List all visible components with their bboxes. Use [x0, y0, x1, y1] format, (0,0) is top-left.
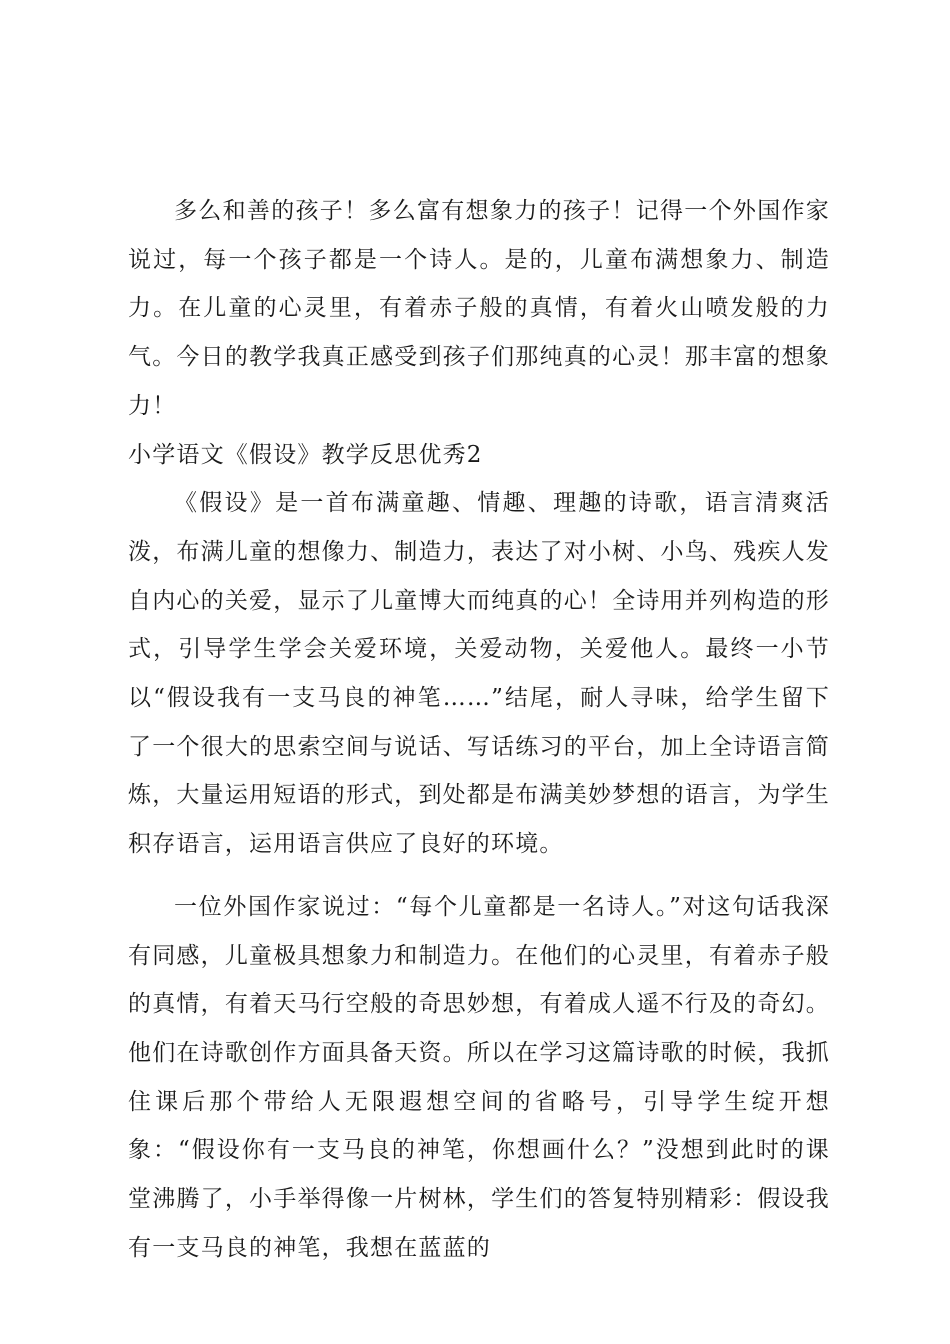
- paragraph-1: 多么和善的孩子！多么富有想象力的孩子！记得一个外国作家说过，每一个孩子都是一个诗人。是的，儿童布满想象力、制造力。在儿童的心灵里，有着赤子般的真情，有着火山喷发般的力气。今日的教学我真正感受到孩子们那纯真的心灵！那丰富的想象力！: [128, 198, 830, 419]
- paragraph-3: 一位外国作家说过：“每个儿童都是一名诗人。”对这句话我深有同感，儿童极具想象力和制造力。在他们的心灵里，有着赤子般的真情，有着天马行空般的奇思妙想，有着成人遥不行及的奇幻。他们在诗歌创作方面具备天资。所以在学习这篇诗歌的时候，我抓住课后那个带给人无限遐想空间的省略号，引导学生绽开想象：“假设你有一支马良的神笔，你想画什么？”没想到此时的课堂沸腾了，小手举得像一片树林，学生们的答复特别精彩：假设我有一支马良的神笔，我想在蓝蓝的: [128, 893, 830, 1261]
- section-heading: 小学语文《假设》教学反思优秀2: [128, 441, 483, 468]
- paragraph-2: 《假设》是一首布满童趣、情趣、理趣的诗歌，语言清爽活泼，布满儿童的想像力、制造力，表达了对小树、小鸟、残疾人发自内心的关爱，显示了儿童博大而纯真的心！全诗用并列构造的形式，引导学生学会关爱环境，关爱动物，关爱他人。最终一小节以“假设我有一支马良的神笔……”结尾，耐人寻味，给学生留下了一个很大的思索空间与说话、写话练习的平台，加上全诗语言简炼，大量运用短语的形式，到处都是布满美妙梦想的语言，为学生积存语言，运用语言供应了良好的环境。: [128, 490, 830, 858]
- document-body: [128, 187, 830, 1272]
